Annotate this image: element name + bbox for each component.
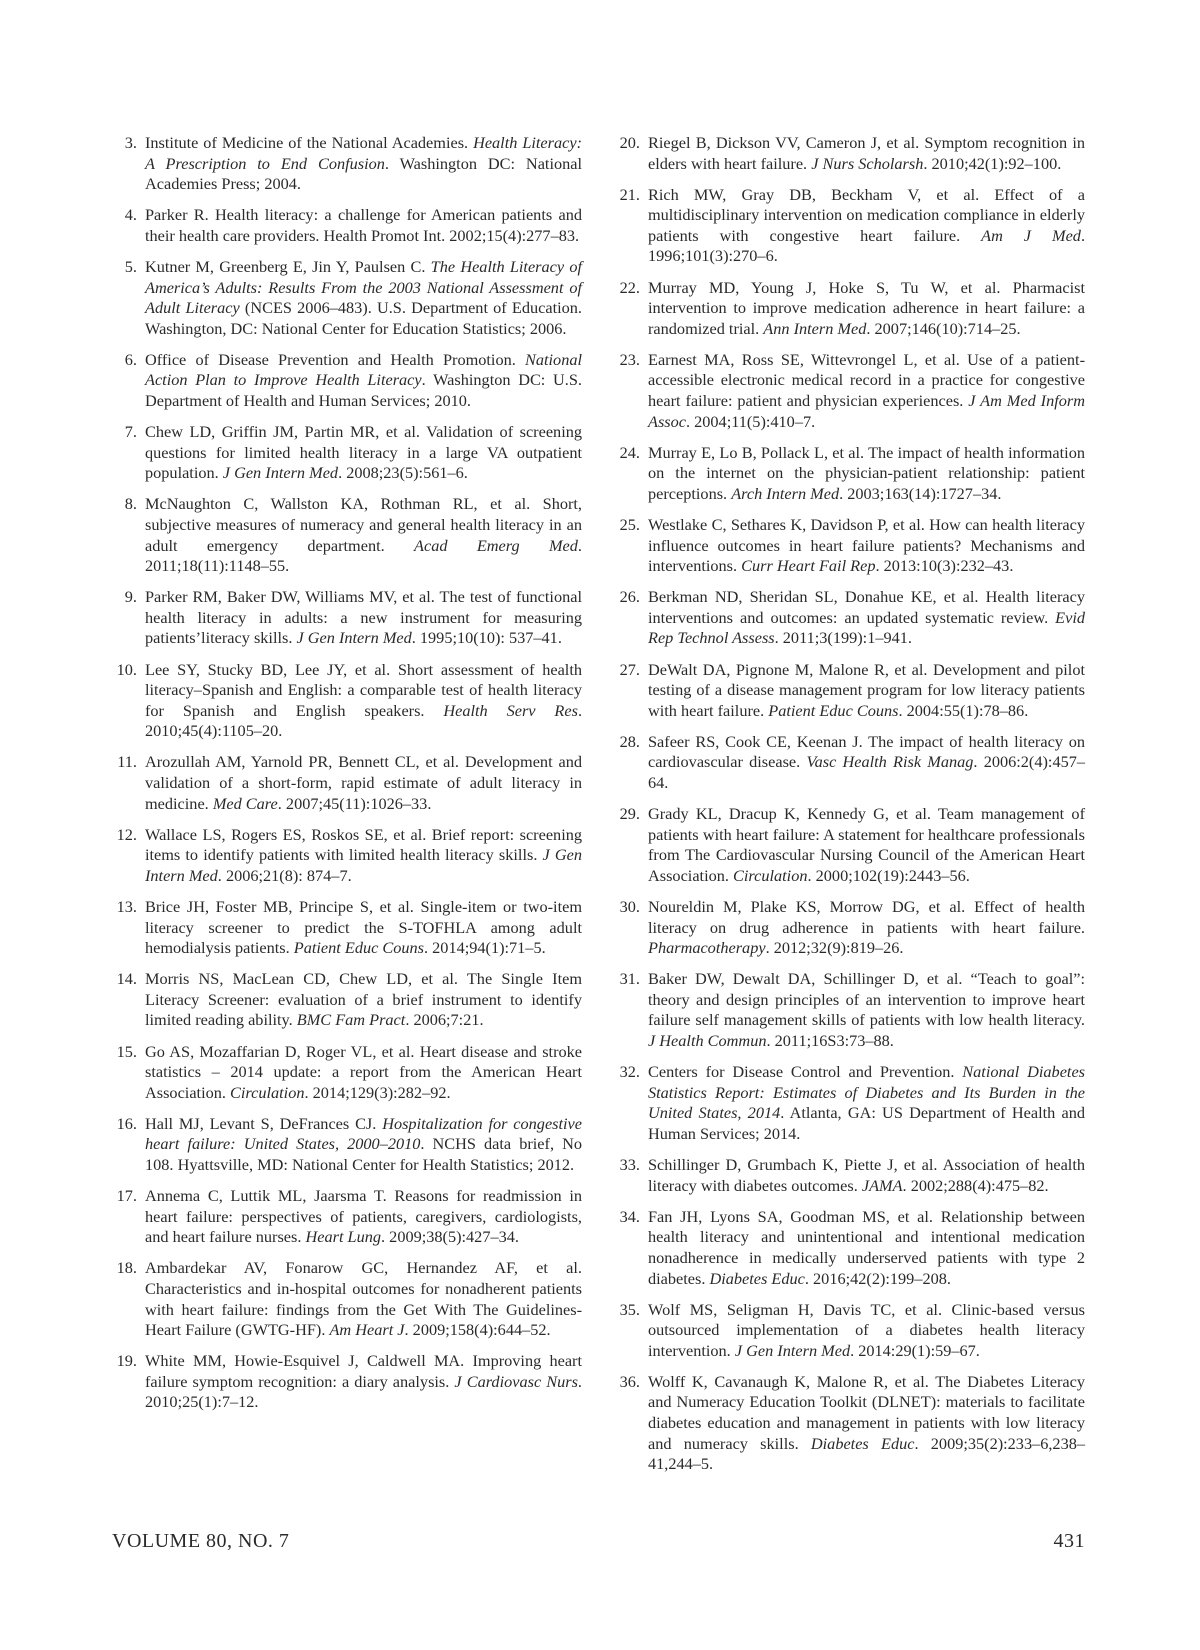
reference-number: 6.: [124, 349, 137, 369]
reference-number: 24.: [619, 442, 640, 462]
reference-text: [145, 897, 582, 959]
reference-text-segment: Ambardekar AV, Fonarow GC, Hernandez AF, et al. Characteristics and in-hospital outcomes for nonadherent patients with heart failure: findings from the Get With The Guidelines-Heart Failure (GWTG-HF).: [145, 1258, 582, 1340]
reference-number: 31.: [619, 969, 640, 989]
reference-text-segment: . 2010;25(1):7–12.: [145, 1371, 582, 1412]
reference-text-segment: . 2011;18(11):1148–55.: [145, 535, 582, 576]
reference-text-segment: . 2007;45(11):1026–33.: [277, 793, 432, 813]
reference-italic-title: J Health Commun: [648, 1031, 767, 1051]
reference-text: [145, 205, 582, 246]
reference-text-segment: . NCHS data brief, No 108. Hyattsville, MD: National Center for Health Statistics; 2012.: [145, 1134, 582, 1175]
reference-italic-title: Health Serv Res: [443, 700, 578, 720]
reference-italic-title: J Gen Intern Med: [296, 628, 412, 648]
reference-text-segment: White MM, Howie-Esquivel J, Caldwell MA. Improving heart failure symptom recognition: a diary analysis.: [145, 1351, 582, 1391]
reference-number: 22.: [619, 277, 640, 297]
reference-italic-title: BMC Fam Pract: [296, 1010, 406, 1030]
reference-text-segment: Baker DW, Dewalt DA, Schillinger D, et al. “Teach to goal”: theory and design principles of an intervention to improve heart failure self management skills of patients with low health literacy.: [648, 969, 1085, 1030]
reference-text-segment: (NCES 2006–483). U.S. Department of Education. Washington, DC: National Center for Education Statistics; 2006.: [145, 298, 582, 338]
reference-item: [615, 969, 1085, 1051]
reference-text-segment: Kutner M, Greenberg E, Jin Y, Paulsen C.: [145, 256, 431, 276]
reference-item: [112, 660, 582, 742]
reference-text-segment: Parker R. Health literacy: a challenge for American patients and their health care providers. Health Promot Int. 2002;15(4):277–83.: [145, 205, 582, 245]
reference-text: [648, 969, 1085, 1051]
reference-text: [648, 587, 1085, 649]
reference-number: 33.: [619, 1155, 640, 1175]
reference-text-segment: Parker RM, Baker DW, Williams MV, et al. The test of functional health literacy in adults: a new instrument for measuring patients’literacy skills.: [145, 587, 582, 648]
reference-text: [648, 443, 1085, 505]
reference-text-segment: Centers for Disease Control and Prevention.: [648, 1062, 963, 1082]
reference-text: [145, 587, 582, 649]
reference-item: [112, 969, 582, 1031]
reference-text: [648, 1372, 1085, 1475]
reference-number: 23.: [619, 349, 640, 369]
reference-text-segment: . 2008;23(5):561–6.: [338, 463, 468, 483]
reference-number: 11.: [117, 752, 137, 772]
reference-text-segment: . 2014:29(1):59–67.: [850, 1340, 980, 1360]
reference-item: [112, 422, 582, 484]
reference-text: [648, 1207, 1085, 1289]
reference-text-segment: . 2007;146(10):714–25.: [866, 318, 1021, 338]
reference-italic-title: J Cardiovasc Nurs: [454, 1371, 578, 1391]
reference-number: 21.: [619, 184, 640, 204]
reference-text-segment: . 2004;11(5):410–7.: [685, 411, 816, 431]
reference-text: [648, 350, 1085, 432]
reference-text-segment: Go AS, Mozaffarian D, Roger VL, et al. Heart disease and stroke statistics – 2014 update: a report from the American Heart Association.: [145, 1041, 582, 1102]
reference-number: 5.: [124, 256, 137, 276]
reference-text: [648, 732, 1085, 794]
reference-text-segment: Safeer RS, Cook CE, Keenan J. The impact of health literacy on cardiovascular disease.: [648, 731, 1085, 772]
reference-italic-title: J Gen Intern Med: [222, 463, 339, 483]
reference-text: [648, 1155, 1085, 1196]
reference-text-segment: Wolf MS, Seligman H, Davis TC, et al. Clinic-based versus outsourced implementation of a diabetes health literacy intervention.: [648, 1299, 1085, 1360]
reference-number: 34.: [619, 1206, 640, 1226]
reference-italic-title: National Diabetes Statistics Report: Estimates of Diabetes and Its Burden in the United States, 2014: [648, 1062, 1086, 1123]
reference-text: [145, 1114, 582, 1176]
reference-text-segment: . 2010;42(1):92–100.: [923, 153, 1062, 173]
reference-item: [615, 1300, 1085, 1362]
reference-text-segment: . 1995;10(10): 537–41.: [411, 628, 562, 648]
reference-item: [112, 1114, 582, 1176]
reference-item: [615, 660, 1085, 722]
reference-text-segment: . 2004:55(1):78–86.: [898, 700, 1029, 720]
reference-item: [615, 1372, 1085, 1475]
reference-text: [648, 278, 1085, 340]
reference-number: 16.: [116, 1113, 137, 1133]
reference-text-segment: Chew LD, Griffin JM, Partin MR, et al. Validation of screening questions for limited health literacy in a large VA outpatient population.: [145, 422, 582, 483]
reference-text-segment: . Atlanta, GA: US Department of Health and Human Services; 2014.: [648, 1103, 1086, 1143]
reference-number: 32.: [619, 1062, 640, 1082]
reference-number: 27.: [619, 659, 640, 679]
reference-italic-title: Acad Emerg Med: [414, 535, 578, 555]
reference-text: [145, 257, 582, 339]
volume-issue: VOLUME 80, NO. 7: [112, 1530, 290, 1552]
reference-text-segment: . Washington DC: U.S. Department of Health and Human Services; 2010.: [145, 370, 582, 411]
reference-number: 25.: [619, 515, 640, 534]
reference-text-segment: Brice JH, Foster MB, Principe S, et al. Single-item or two-item literacy screener to predict the S-TOFHLA among adult hemodialysis patients.: [145, 897, 582, 958]
reference-item: [615, 278, 1085, 340]
reference-text-segment: . 2016;42(2):199–208.: [804, 1268, 951, 1288]
reference-item: [615, 515, 1085, 577]
reference-item: [615, 1207, 1085, 1289]
reference-item: [112, 133, 582, 195]
reference-text-segment: . 2006;7:21.: [405, 1010, 484, 1030]
reference-text-segment: Hall MJ, Levant S, DeFrances CJ.: [145, 1113, 383, 1133]
reference-text-segment: Westlake C, Sethares K, Davidson P, et al. How can health literacy influence outcomes in heart failure patients? Mechanisms and interventions.: [648, 515, 1085, 576]
reference-item: [112, 1351, 582, 1413]
reference-text-segment: . 2014;94(1):71–5.: [424, 938, 546, 958]
reference-number: 20.: [619, 133, 640, 152]
reference-text-segment: Rich MW, Gray DB, Beckham V, et al. Effect of a multidisciplinary intervention on medication compliance in elderly patients with congestive heart failure.: [648, 184, 1085, 245]
reference-text: [145, 1258, 582, 1340]
reference-item: [112, 205, 582, 246]
reference-italic-title: Arch Intern Med: [731, 483, 840, 503]
reference-text: [648, 1300, 1085, 1362]
reference-text: [145, 133, 582, 195]
reference-text: [145, 350, 582, 412]
reference-text-segment: . 2002;288(4):475–82.: [902, 1175, 1049, 1195]
reference-number: 18.: [116, 1258, 137, 1278]
reference-text: [648, 185, 1085, 267]
reference-item: [112, 825, 582, 887]
reference-number: 35.: [619, 1299, 640, 1319]
reference-item: [112, 1042, 582, 1104]
reference-text-segment: . 2003;163(14):1727–34.: [839, 483, 1002, 503]
reference-number: 15.: [116, 1041, 137, 1061]
reference-text-segment: Fan JH, Lyons SA, Goodman MS, et al. Relationship between health literacy and unintentional and intentional medication nonadherence in medically underserved patients with type 2 diabetes.: [648, 1206, 1085, 1288]
reference-text-segment: Murray MD, Young J, Hoke S, Tu W, et al. Pharmacist intervention to improve medication adherence in heart failure: a randomized trial.: [648, 277, 1085, 338]
reference-number: 7.: [124, 422, 137, 442]
reference-number: 14.: [116, 969, 137, 989]
reference-italic-title: Vasc Health Risk Manag: [806, 752, 974, 772]
reference-number: 19.: [116, 1351, 137, 1371]
reference-text-segment: Schillinger D, Grumbach K, Piette J, et al. Association of health literacy with diabetes outcomes.: [648, 1155, 1085, 1195]
reference-italic-title: Ann Intern Med: [763, 318, 867, 338]
reference-item: [112, 494, 582, 576]
reference-item: [615, 804, 1085, 886]
reference-italic-title: Diabetes Educ: [709, 1268, 805, 1288]
reference-text: [648, 897, 1085, 959]
reference-italic-title: Am Heart J: [329, 1320, 405, 1340]
reference-item: [112, 752, 582, 814]
reference-text-segment: Arozullah AM, Yarnold PR, Bennett CL, et al. Development and validation of a short-form, rapid estimate of adult literacy in medicine.: [145, 752, 582, 813]
reference-italic-title: National Action Plan to Improve Health Literacy: [145, 349, 582, 390]
reference-italic-title: The Health Literacy of America’s Adults: Results From the 2003 National Assessment of Adult Literacy: [145, 256, 582, 318]
reference-item: [615, 185, 1085, 267]
reference-item: [112, 897, 582, 959]
reference-italic-title: Diabetes Educ: [810, 1433, 915, 1453]
reference-text-segment: Noureldin M, Plake KS, Morrow DG, et al. Effect of health literacy on drug adherence in patients with heart failure.: [648, 897, 1085, 937]
reference-text-segment: . 2014;129(3):282–92.: [304, 1082, 451, 1102]
reference-item: [615, 1155, 1085, 1196]
reference-number: 29.: [619, 804, 640, 824]
reference-italic-title: Circulation: [230, 1082, 305, 1102]
reference-italic-title: Am J Med: [981, 225, 1081, 245]
reference-italic-title: Patient Educ Couns: [293, 938, 425, 958]
reference-text-segment: DeWalt DA, Pignone M, Malone R, et al. Development and pilot testing of a disease management program for low literacy patients with heart failure.: [648, 659, 1085, 720]
reference-number: 4.: [124, 205, 137, 225]
reference-text: [648, 1062, 1085, 1144]
reference-number: 26.: [619, 587, 640, 607]
reference-item: [112, 1186, 582, 1248]
reference-text-segment: . 2010;45(4):1105–20.: [145, 700, 583, 741]
references-column-right: [615, 133, 1085, 1485]
reference-text-segment: Office of Disease Prevention and Health Promotion.: [145, 349, 525, 369]
reference-text: [648, 133, 1085, 174]
reference-text-segment: Riegel B, Dickson VV, Cameron J, et al. Symptom recognition in elders with heart failure.: [648, 133, 1085, 173]
reference-text-segment: Morris NS, MacLean CD, Chew LD, et al. The Single Item Literacy Screener: evaluation of a brief instrument to identify limited reading ability.: [145, 969, 582, 1030]
reference-text-segment: Earnest MA, Ross SE, Wittevrongel L, et al. Use of a patient-accessible electronic medical record in a practice for congestive heart failure: patient and physician experiences.: [648, 349, 1085, 411]
reference-item: [112, 350, 582, 412]
reference-number: 9.: [124, 587, 137, 607]
reference-italic-title: Circulation: [733, 865, 808, 885]
reference-text-segment: . 2012;32(9):819–26.: [765, 938, 904, 958]
reference-text: [145, 969, 582, 1031]
reference-text: [648, 804, 1085, 886]
reference-text-segment: . 2011;3(199):1–941.: [774, 628, 912, 648]
reference-text: [145, 494, 582, 576]
reference-item: [112, 1258, 582, 1340]
reference-number: 30.: [619, 897, 640, 916]
reference-number: 3.: [124, 133, 137, 152]
reference-italic-title: Hospitalization for congestive heart failure: United States, 2000–2010: [145, 1113, 582, 1154]
reference-text-segment: Wolff K, Cavanaugh K, Malone R, et al. The Diabetes Literacy and Numeracy Education Toolkit (DLNET): materials to facilitate diabetes education and management in patients with low literacy and numeracy skills.: [648, 1371, 1085, 1453]
reference-text: [145, 752, 582, 814]
reference-italic-title: Patient Educ Couns: [768, 700, 899, 720]
reference-text-segment: . 2006:2(4):457–64.: [648, 752, 1086, 793]
reference-text: [145, 1186, 582, 1248]
reference-italic-title: Med Care: [212, 793, 278, 813]
reference-text-segment: Murray E, Lo B, Pollack L, et al. The impact of health information on the internet on the physician-patient relationship: patient perceptions.: [648, 442, 1085, 503]
reference-text-segment: . 2000;102(19):2443–56.: [807, 865, 970, 885]
reference-number: 28.: [619, 731, 640, 751]
reference-number: 13.: [116, 897, 137, 916]
reference-item: [615, 1062, 1085, 1144]
reference-text-segment: . Washington DC: National Academies Press; 2004.: [145, 153, 582, 194]
reference-text: [648, 660, 1085, 722]
reference-text-segment: . 2013:10(3):232–43.: [875, 556, 1014, 576]
reference-italic-title: Health Literacy: A Prescription to End Confusion: [145, 133, 583, 173]
reference-number: 36.: [619, 1371, 640, 1391]
reference-item: [112, 257, 582, 339]
reference-italic-title: Curr Heart Fail Rep: [741, 556, 876, 576]
references-column-left: [112, 133, 582, 1424]
reference-italic-title: J Gen Intern Med: [734, 1340, 851, 1360]
reference-text-segment: . 1996;101(3):270–6.: [648, 225, 1086, 266]
reference-item: [615, 732, 1085, 794]
reference-text: [145, 1351, 582, 1413]
reference-italic-title: Heart Lung: [305, 1227, 382, 1247]
reference-text: [145, 422, 582, 484]
reference-text-segment: . 2011;16S3:73–88.: [766, 1031, 894, 1051]
reference-item: [112, 587, 582, 649]
reference-italic-title: J Am Med Inform Assoc: [648, 391, 1085, 431]
reference-text-segment: Annema C, Luttik ML, Jaarsma T. Reasons for readmission in heart failure: perspectives of patients, caregivers, cardiologists, and heart failure nurses.: [145, 1186, 582, 1247]
reference-item: [615, 350, 1085, 432]
reference-text-segment: McNaughton C, Wallston KA, Rothman RL, et al. Short, subjective measures of numeracy and general health literacy in an adult emergency department.: [145, 494, 582, 555]
reference-item: [615, 443, 1085, 505]
reference-number: 8.: [124, 494, 137, 514]
reference-text: [145, 1042, 582, 1104]
reference-text: [145, 825, 582, 887]
reference-italic-title: JAMA: [861, 1175, 903, 1195]
reference-text-segment: . 2009;38(5):427–34.: [381, 1227, 519, 1247]
reference-item: [615, 587, 1085, 649]
reference-number: 12.: [116, 824, 137, 844]
reference-text-segment: Lee SY, Stucky BD, Lee JY, et al. Short assessment of health literacy–Spanish and English: a comparable test of health literacy for Spanish and English speakers.: [145, 659, 582, 720]
reference-italic-title: J Nurs Scholarsh: [811, 153, 924, 173]
reference-text-segment: Grady KL, Dracup K, Kennedy G, et al. Team management of patients with heart failure: A statement for healthcare professionals from The Cardiovascular Nursing Council of the American Heart Association.: [648, 804, 1085, 885]
reference-text: [648, 515, 1085, 577]
reference-italic-title: Evid Rep Technol Assess: [648, 607, 1085, 648]
reference-text-segment: . 2009;35(2):233–6,238–41,244–5.: [648, 1433, 1085, 1474]
reference-text-segment: Institute of Medicine of the National Academies.: [145, 133, 474, 152]
reference-italic-title: Pharmacotherapy: [648, 938, 766, 958]
reference-number: 10.: [116, 659, 137, 679]
reference-text-segment: . 2006;21(8): 874–7.: [217, 865, 352, 885]
page-number: 431: [1053, 1530, 1085, 1552]
reference-text: [145, 660, 582, 742]
reference-item: [615, 133, 1085, 174]
reference-text-segment: . 2009;158(4):644–52.: [404, 1320, 551, 1340]
reference-text-segment: Wallace LS, Rogers ES, Roskos SE, et al. Brief report: screening items to identify patients with limited health literacy skills.: [145, 824, 582, 865]
reference-number: 17.: [116, 1186, 137, 1206]
reference-italic-title: J Gen Intern Med: [145, 845, 583, 885]
reference-text-segment: Berkman ND, Sheridan SL, Donahue KE, et al. Health literacy interventions and outcomes: an updated systematic review.: [648, 587, 1085, 627]
reference-item: [615, 897, 1085, 959]
